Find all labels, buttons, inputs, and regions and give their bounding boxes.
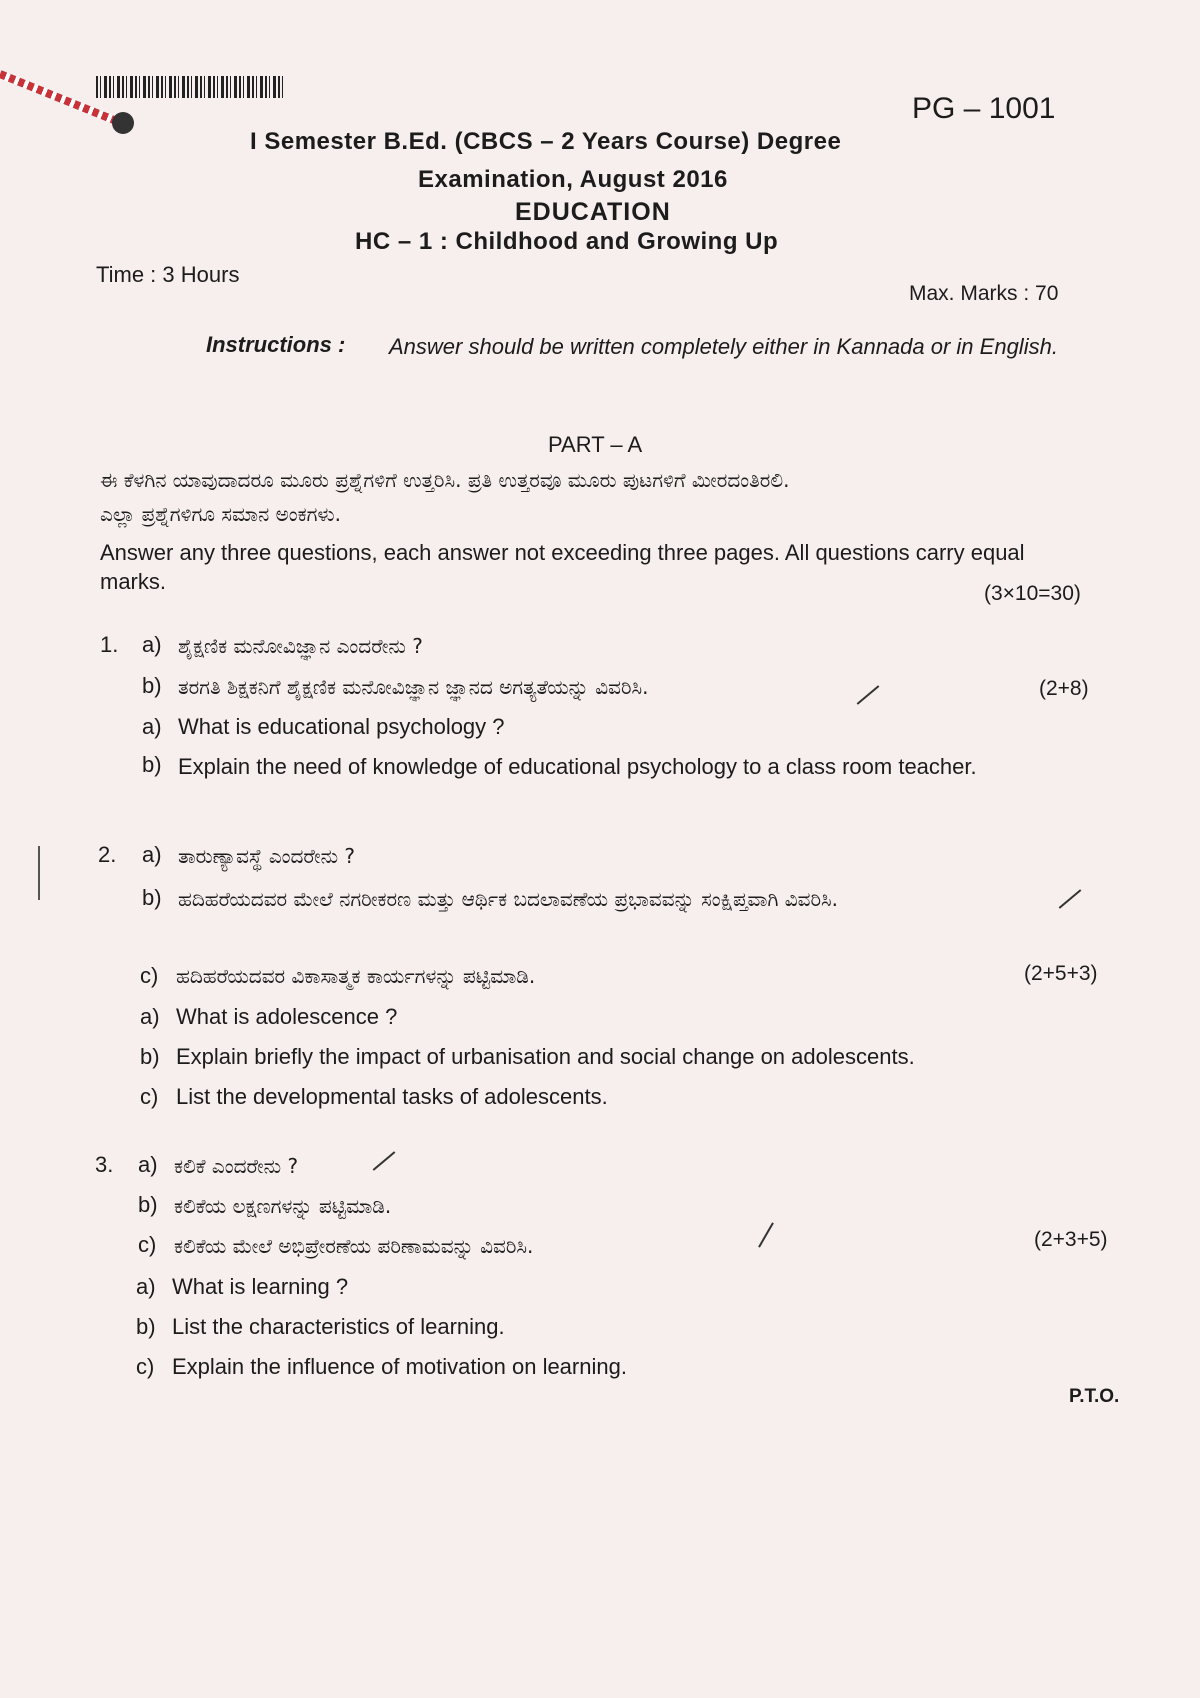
option-label: a) [140,1004,160,1029]
option-label: b) [142,673,162,698]
option-label: b) [142,752,162,777]
question-text-kannada: ಕಲಿಕೆಯ ಮೇಲೆ ಅಭಿಪ್ರೇರಣೆಯ ಪರಿಣಾಮವನ್ನು ವಿವರಿಸಿ. [174,1234,534,1258]
option-label: a) [142,632,162,657]
pen-tick-mark [758,1222,774,1247]
instructions-label: Instructions : [206,332,346,357]
question-text-kannada: ಕಲಿಕೆ ಎಂದರೇನು ? [174,1154,299,1178]
option-label: a) [138,1152,158,1177]
time-allowed: Time : 3 Hours [96,262,240,287]
option-label: c) [140,1084,159,1109]
question-text-english: Explain the need of knowledge of educational psychology to a class room teacher. [178,754,977,779]
part-heading: PART – A [548,432,643,457]
question-text-english: What is adolescence ? [176,1004,398,1029]
kannada-instruction-line1: ಈ ಕೆಳಗಿನ ಯಾವುದಾದರೂ ಮೂರು ಪ್ರಶ್ನೆಗಳಿಗೆ ಉತ್ತರಿಸಿ. ಪ್ರತಿ ಉತ್ತರವೂ ಮೂರು ಪುಟಗಳಿಗೆ ಮೀರದಂತಿರಲಿ. [100,468,790,492]
barcode [96,76,286,98]
question-text-english: Explain briefly the impact of urbanisation and social change on adolescents. [176,1044,915,1069]
subject-title: EDUCATION [515,198,671,226]
question-text-english: What is learning ? [172,1274,349,1299]
english-instruction: Answer any three questions, each answer not exceeding three pages. All questions carry equal marks. [100,540,1025,594]
question-text-kannada: ಹದಿಹರೆಯದವರ ಮೇಲೆ ನಗರೀಕರಣ ಮತ್ತು ಆರ್ಥಿಕ ಬದಲಾವಣೆಯ ಪ್ರಭಾವವನ್ನು ಸಂಕ್ಷಿಪ್ತವಾಗಿ ವಿವರಿಸಿ. [178,887,839,911]
max-marks: Max. Marks : 70 [909,282,1059,305]
please-turn-over: P.T.O. [1069,1386,1120,1407]
pen-bracket-mark [38,846,46,900]
question-marks: (2+8) [1039,677,1089,700]
question-text-kannada: ಹದಿಹರೆಯದವರ ವಿಕಾಸಾತ್ಮಕ ಕಾರ್ಯಗಳನ್ನು ಪಟ್ಟಿಮಾಡಿ. [176,964,536,988]
question-number: 1. [100,632,119,657]
question-text-english: List the characteristics of learning. [172,1314,505,1339]
option-label: a) [136,1274,156,1299]
instructions-text: Answer should be written completely either in Kannada or in English. [389,334,1058,359]
question-number: 2. [98,842,117,867]
paper-title: HC – 1 : Childhood and Growing Up [355,228,779,255]
option-label: c) [138,1232,157,1257]
binding-knot [112,112,134,134]
pen-tick-mark [373,1151,396,1171]
option-label: a) [142,714,162,739]
kannada-instruction-line2: ಎಲ್ಲಾ ಪ್ರಶ್ನೆಗಳಿಗೂ ಸಮಾನ ಅಂಕಗಳು. [100,502,342,526]
exam-title-line1: I Semester B.Ed. (CBCS – 2 Years Course) Degree [250,128,842,155]
option-label: b) [138,1192,158,1217]
question-text-kannada: ಕಲಿಕೆಯ ಲಕ್ಷಣಗಳನ್ನು ಪಟ್ಟಿಮಾಡಿ. [174,1194,392,1218]
pen-tick-mark [1059,889,1082,909]
option-label: b) [140,1044,160,1069]
option-label: c) [136,1354,155,1379]
option-label: a) [142,842,162,867]
question-text-kannada: ತರಗತಿ ಶಿಕ್ಷಕನಿಗೆ ಶೈಕ್ಷಣಿಕ ಮನೋವಿಜ್ಞಾನ ಜ್ಞಾನದ ಅಗತ್ಯತೆಯನ್ನು ವಿವರಿಸಿ. [178,675,649,699]
question-marks: (2+3+5) [1034,1228,1108,1251]
question-text-kannada: ಶೈಕ್ಷಣಿಕ ಮನೋವಿಜ್ಞಾನ ಎಂದರೇನು ? [178,634,423,658]
pen-tick-mark [857,685,880,705]
exam-title-line2: Examination, August 2016 [418,166,728,193]
question-text-english: Explain the influence of motivation on learning. [172,1354,627,1379]
question-number: 3. [95,1152,114,1177]
option-label: c) [140,963,159,988]
question-text-kannada: ತಾರುಣ್ಯಾವಸ್ಥೆ ಎಂದರೇನು ? [178,844,356,868]
question-text-english: What is educational psychology ? [178,714,505,739]
question-marks: (2+5+3) [1024,962,1098,985]
question-text-english: List the developmental tasks of adolescents. [176,1084,608,1109]
option-label: b) [142,885,162,910]
option-label: b) [136,1314,156,1339]
part-total-marks: (3×10=30) [984,582,1081,605]
paper-code: PG – 1001 [912,92,1056,125]
